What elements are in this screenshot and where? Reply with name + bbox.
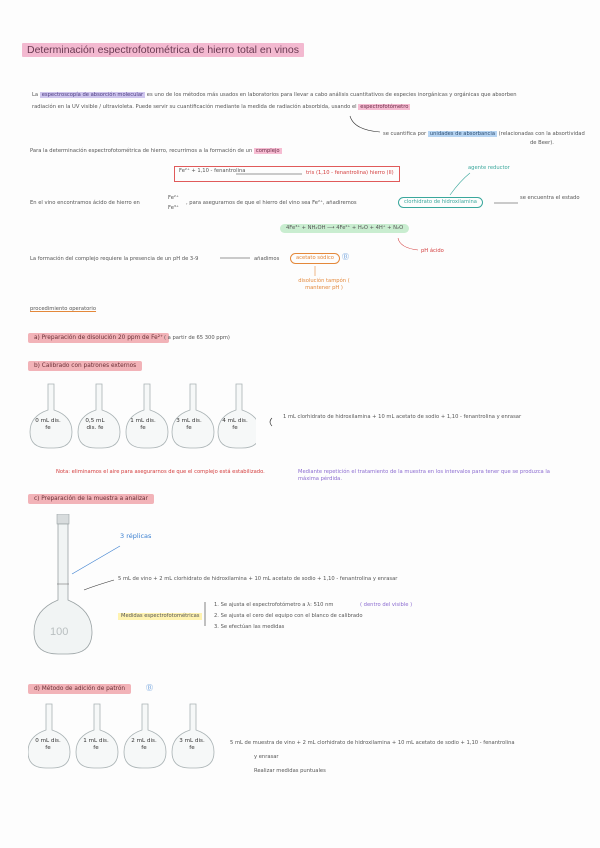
section-d-step-c: Realizar medidas puntuales xyxy=(254,768,326,774)
para-vino xyxy=(30,200,140,207)
reaction-right: tris (1,10 - fenantrolina) hierro (II) xyxy=(306,170,394,176)
fe2-label: Fe²⁺ xyxy=(168,195,179,201)
flask-b-label-2: 0,5 mL dis. fe xyxy=(85,418,105,431)
intro-text-2: radiación en la UV visible / ultravioleta. Puede servir su cuantificación mediante la medida de radiación absorbida, usando el xyxy=(32,104,357,110)
intro-line-2 xyxy=(32,104,410,111)
section-c-step: 5 mL de vino + 2 mL clorhidrato de hidroxilamina + 10 mL acetato de sodio + 1,10 - fenantrolina y enrasar xyxy=(118,576,398,582)
measure-step-2: 2. Se ajusta el cero del equipo con el blanco de calibrado xyxy=(214,613,363,619)
page-title: Determinación espectrofotométrica de hierro total en vinos xyxy=(22,43,304,57)
section-b-note-blue: Mediante repetición el tratamiento de la muestra en los intervalos para tener que se produzca la máxima pérdida. xyxy=(298,469,550,482)
section-d-step-a: 5 mL de muestra de vino + 2 mL clorhidrato de hidroxilamina + 10 mL acetato de sodio + 1,10 - fenantrolina xyxy=(230,740,515,746)
flask-row-d-svg xyxy=(28,702,218,772)
para3-text-c: se encuentra el estado xyxy=(520,195,580,201)
reaction-2: 4Fe³⁺ + NH₂OH ⟶ 4Fe²⁺ + H₂O + 4H⁺ + N₂O xyxy=(280,224,409,233)
flask-row-d xyxy=(28,702,218,772)
highlight-complejo: complejo xyxy=(255,148,280,154)
para-ph: La formación del complejo requiere la presencia de un pH de 3-9 xyxy=(30,256,199,262)
para3-text-b: , para asegurarnos de que el hierro del vino sea Fe²⁺, añadiremos xyxy=(186,200,357,206)
flask-b-label-3: 1 mL dis. fe xyxy=(130,418,156,431)
tampon-note: disolución tampón ( mantener pH ) xyxy=(298,278,350,291)
intro-note xyxy=(383,131,585,138)
measure-step-1: 1. Se ajusta el espectrofotómetro a λ: 510 nm xyxy=(214,602,334,608)
lambda-note: ( dentro del visible ) xyxy=(360,602,413,608)
section-a-rest: ( a partir de 65 300 ppm) xyxy=(164,335,230,341)
reaction-left: Fe²⁺ + 1,10 - fenantrolina xyxy=(179,168,246,174)
flask-b-label-1: 0 mL dis. fe xyxy=(35,418,61,431)
fe3-label: Fe³⁺ xyxy=(168,205,179,211)
highlight-absorcion: espectroscopía de absorción molecular xyxy=(41,92,144,98)
circled-b-icon-2: Ⓑ xyxy=(146,684,153,692)
note-text: se cuantifica por xyxy=(383,131,427,137)
intro-text-cont: más usados en laboratorios para llevar a cabo análisis cuantitativos de especies inorgánicas y orgánicas que absorben xyxy=(207,92,517,98)
flask-b-label-5: 4 mL dis. fe xyxy=(222,418,248,431)
para3-text-a: En el vino encontramos ácido de hierro en xyxy=(30,200,140,206)
highlight-espectrofotometro: espectrofotómetro xyxy=(360,104,409,110)
flask-volume-label: 100 xyxy=(50,626,69,638)
para-complejo xyxy=(30,148,282,155)
intro-note-c: de Beer). xyxy=(530,140,554,146)
flask-d-label-2: 1 mL dis. fe xyxy=(83,738,109,751)
measure-step-3: 3. Se efectúan las medidas xyxy=(214,624,285,630)
intro-word: La xyxy=(32,92,39,98)
para-text: Para la determinación espectrofotométrica de hierro, recurrimos a la formación de un xyxy=(30,148,253,154)
section-b-step: 1 mL clorhidrato de hidroxilamina + 10 mL acetato de sodio + 1,10 - fenantrolina y enrasar xyxy=(283,414,522,420)
flask-d-label-3: 2 mL dis. fe xyxy=(131,738,157,751)
section-b-bar: b) Calibrado con patrones externos xyxy=(28,361,142,371)
circled-b-icon: Ⓑ xyxy=(342,253,349,261)
hidroxilamina-pill: clorhidrato de hidroxilamina xyxy=(398,197,483,208)
replicas-note: 3 réplicas xyxy=(120,532,152,540)
section-c-bar: c) Preparación de la muestra a analizar xyxy=(28,494,154,504)
procedure-heading: procedimiento operatorio xyxy=(30,306,97,312)
intro-line-1 xyxy=(32,92,517,99)
note-text-b: (relacionadas con la absortividad xyxy=(498,131,585,137)
section-d-step-b: y enrasar xyxy=(254,754,279,760)
flask-d-label-1: 0 mL dis. fe xyxy=(35,738,61,751)
flask-row-b xyxy=(28,382,256,452)
ph-acido-note: pH ácido xyxy=(421,248,444,254)
flask-b-label-4: 3 mL dis. fe xyxy=(176,418,202,431)
acetato-pill: acetato sódico xyxy=(290,253,340,264)
flask-d-label-4: 3 mL dis. fe xyxy=(179,738,205,751)
section-b-note-red: Nota: eliminamos el aire para asegurarnos de que el complejo está estabilizado. xyxy=(56,469,265,475)
medidas-label: Medidas espectrofotométricas xyxy=(118,613,202,620)
section-a-bar: a) Preparación de disolución 20 ppm de Fe²⁺ xyxy=(28,333,169,343)
para-anadimos: añadimos xyxy=(254,256,280,262)
highlight-absorbancia: unidades de absorbancia xyxy=(429,131,495,137)
flask-row-b-svg xyxy=(28,382,256,452)
intro-text: es uno de los métodos xyxy=(146,92,206,98)
agente-reductor-label: agente reductor xyxy=(468,165,510,171)
section-d-bar: d) Método de adición de patrón xyxy=(28,684,131,694)
